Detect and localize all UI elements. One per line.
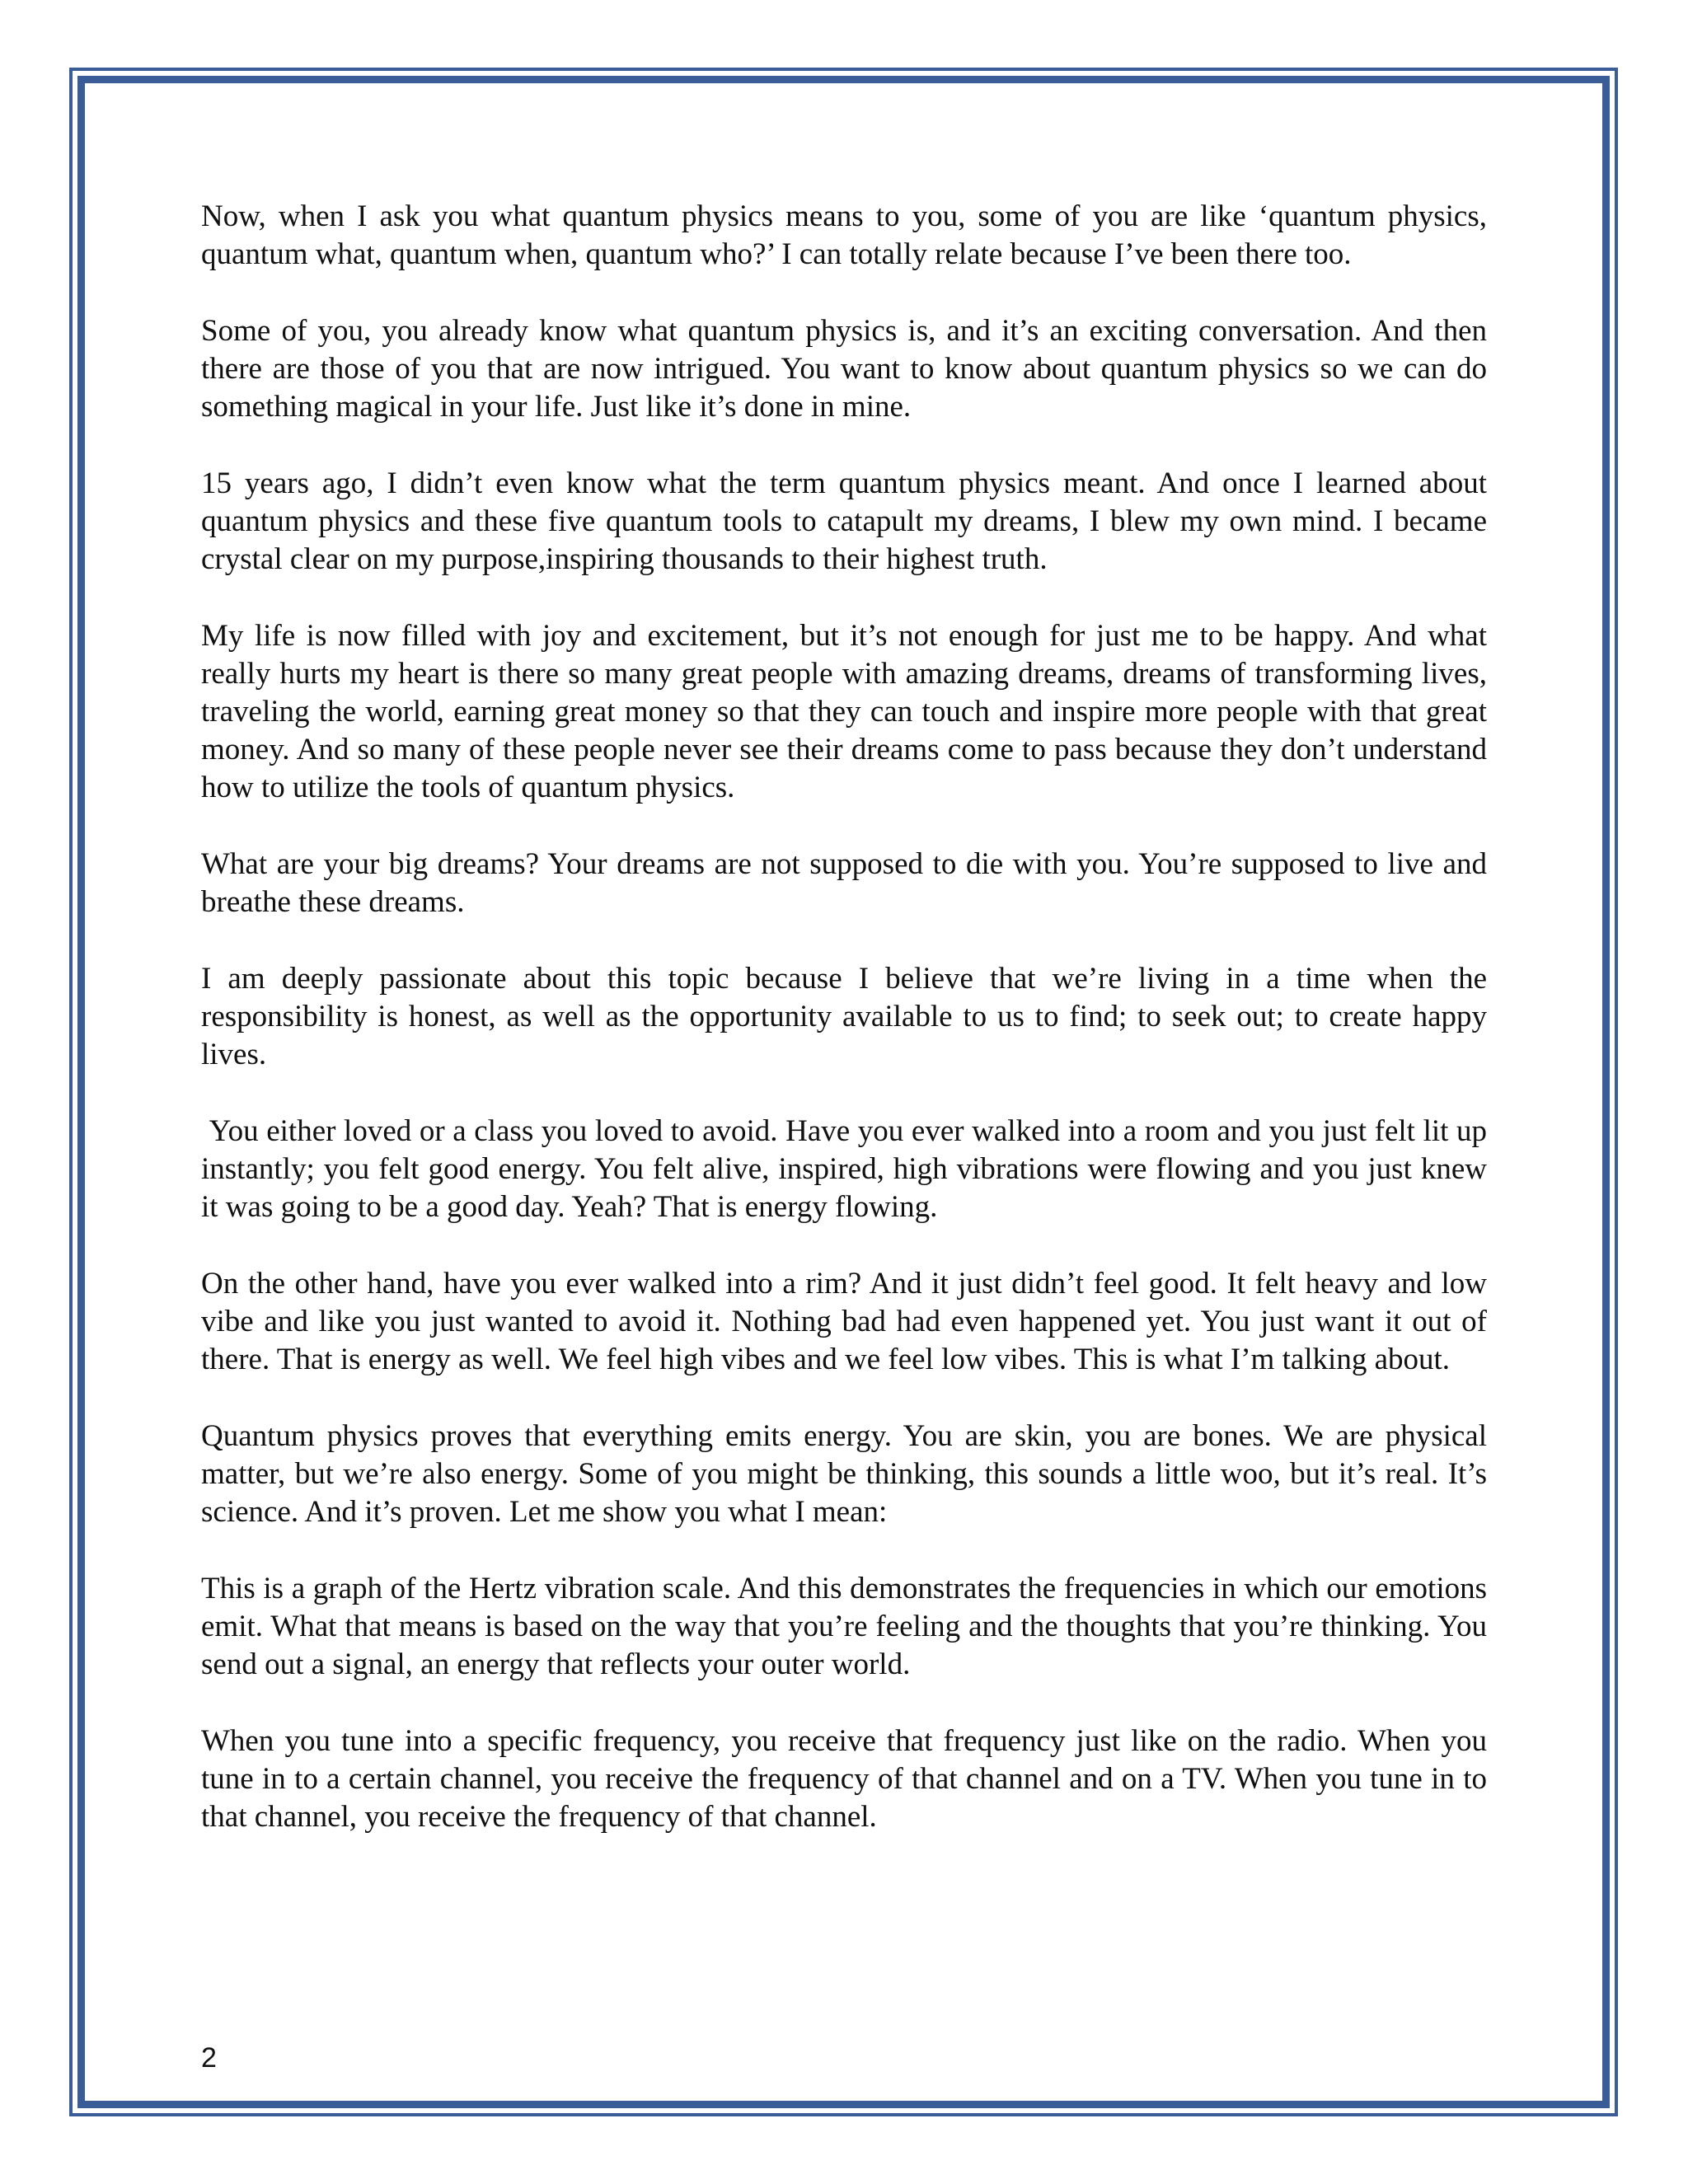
paragraph-4: My life is now filled with joy and excitement, but it’s not enough for just me to be happy. And what really hurts my heart is there so many great people with amazing dreams, dreams of transforming lives, traveling the world, earning great money so that they can touch and inspire more people with that great money. And so many of these people never see their dreams come to pass because they don’t understand how to utilize the tools of quantum physics.: [201, 619, 1487, 804]
paragraph-11: When you tune into a specific frequency, you receive that frequency just like on the radio. When you tune in to a certain channel, you receive the frequency of that channel and on a TV. When you tune in to that channel, you receive the frequency of that channel.: [201, 1724, 1487, 1834]
paragraph-8: On the other hand, have you ever walked into a rim? And it just didn’t feel good. It felt heavy and low vibe and like you just wanted to avoid it. Nothing bad had even happened yet. You just want it out of there. That is energy as well. We feel high vibes and we feel low vibes. This is what I’m talking about.: [201, 1267, 1487, 1376]
paragraph-1: Now, when I ask you what quantum physics means to you, some of you are like ‘quantum physics, quantum what, quantum when, quantum who?’ I can totally relate because I’ve been there too.: [201, 199, 1487, 271]
paragraph-6: I am deeply passionate about this topic because I believe that we’re living in a time when the responsibility is honest, as well as the opportunity available to us to find; to seek out; to create happy lives.: [201, 962, 1487, 1071]
paragraph-5: What are your big dreams? Your dreams are not supposed to die with you. You’re supposed to live and breathe these dreams.: [201, 847, 1487, 919]
paragraph-2: Some of you, you already know what quantum physics is, and it’s an exciting conversation. And then there are those of you that are now intrigued. You want to know about quantum physics so we can do something magical in your life. Just like it’s done in mine.: [201, 314, 1487, 424]
paragraph-3: 15 years ago, I didn’t even know what the term quantum physics meant. And once I learned about quantum physics and these five quantum tools to catapult my dreams, I blew my own mind. I became crystal clear on my purpose,inspiring thousands to their highest truth.: [201, 466, 1487, 576]
paragraph-7: You either loved or a class you loved to avoid. Have you ever walked into a room and you just felt lit up instantly; you felt good energy. You felt alive, inspired, high vibrations were flowing and you just knew it was going to be a good day. Yeah? That is energy flowing.: [201, 1114, 1495, 1224]
paragraph-10: This is a graph of the Hertz vibration scale. And this demonstrates the frequencies in which our emotions emit. What that means is based on the way that you’re feeling and the thoughts that you’re thinking. You send out a signal, an energy that reflects your outer world.: [201, 1572, 1487, 1681]
page-body: [201, 198, 1495, 1875]
page-number: 2: [201, 2042, 217, 2074]
paragraph-9: Quantum physics proves that everything emits energy. You are skin, you are bones. We are physical matter, but we’re also energy. Some of you might be thinking, this sounds a little woo, but it’s real. It’s science. And it’s proven. Let me show you what I mean:: [201, 1419, 1487, 1529]
